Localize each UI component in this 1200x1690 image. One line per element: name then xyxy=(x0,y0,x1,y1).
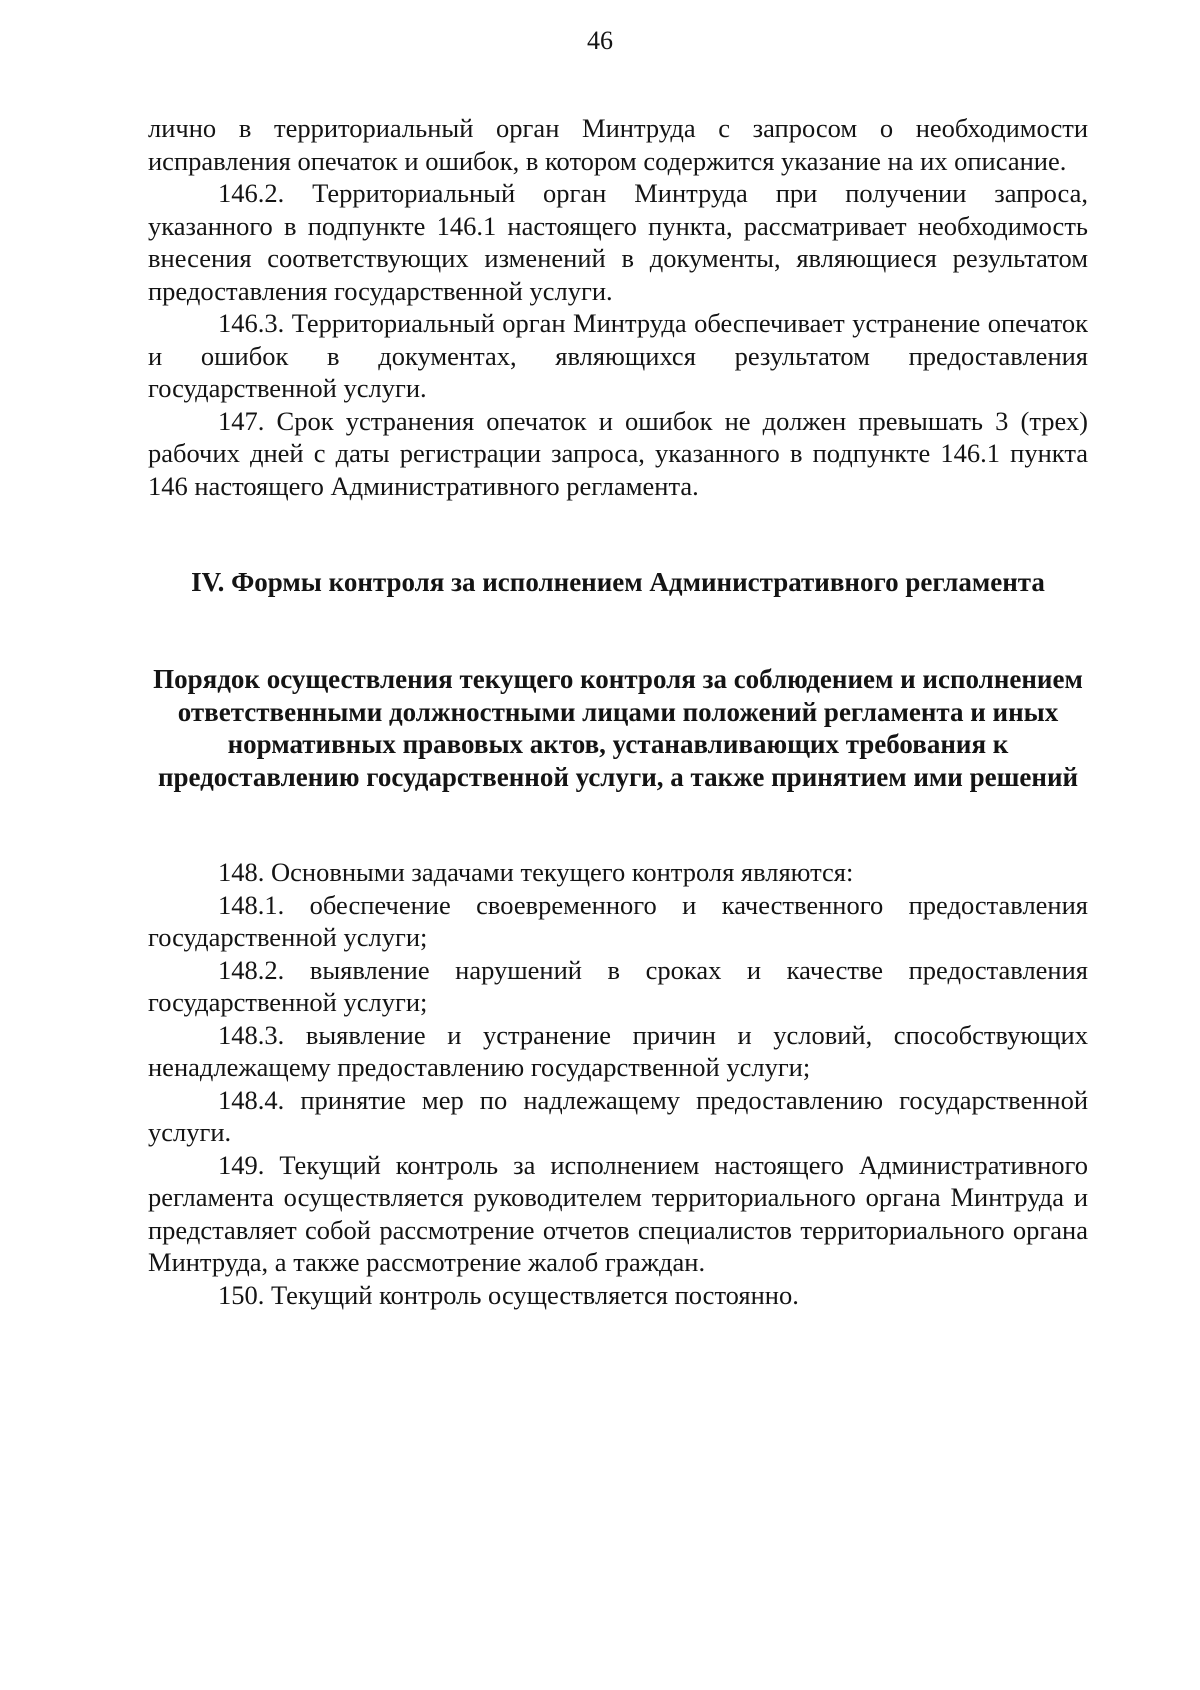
paragraph: 146.3. Территориальный орган Минтруда обеспечивает устранение опечаток и ошибок в документах, являющихся результатом предоставления государственной услуги. xyxy=(148,308,1088,403)
paragraph: 148.1. обеспечение своевременного и качественного предоставления государственной услуги; xyxy=(148,889,1088,952)
paragraph: 147. Срок устранения опечаток и ошибок не должен превышать 3 (трех) рабочих дней с даты регистрации запроса, указанного в подпункте 146.1 пункта 146 настоящего Административного регламента. xyxy=(148,405,1088,501)
paragraph: 150. Текущий контроль осуществляется постоянно. xyxy=(218,1279,799,1310)
paragraph: 148.4. принятие мер по надлежащему предоставлению государственной услуги. xyxy=(148,1084,1088,1147)
paragraph: лично в территориальный орган Минтруда с запросом о необходимости исправления опечаток и ошибок, в котором содержится указание на их описание. xyxy=(148,113,1088,176)
paragraph: 146.2. Территориальный орган Минтруда при получении запроса, указанного в подпункте 146.1 настоящего пункта, рассматривает необходимость внесения соответствующих изменений в документы, являющиеся результатом предоставления государственной услуги. xyxy=(148,178,1088,306)
body-text-bottom xyxy=(148,856,1088,1311)
body-text-top xyxy=(148,112,1088,502)
subsection-heading: Порядок осуществления текущего контроля за соблюдением и исполнением ответственными должностными лицами положений регламента и иных нормативных правовых актов, устанавливающих требования к предоставлению государственной услуги, а также принятием ими решений xyxy=(153,664,1083,792)
paragraph: 148.3. выявление и устранение причин и условий, способствующих ненадлежащему предоставлению государственной услуги; xyxy=(148,1019,1088,1082)
section-heading: IV. Формы контроля за исполнением Административного регламента xyxy=(191,567,1045,597)
paragraph: 149. Текущий контроль за исполнением настоящего Административного регламента осуществляется руководителем территориального органа Минтруда и представляет собой рассмотрение отчетов специалистов территориального органа Минтруда, а также рассмотрение жалоб граждан. xyxy=(148,1149,1088,1277)
paragraph: 148. Основными задачами текущего контроля являются: xyxy=(218,857,854,887)
page-number: 46 xyxy=(587,26,613,55)
paragraph: 148.2. выявление нарушений в сроках и качестве предоставления государственной услуги; xyxy=(148,954,1088,1017)
